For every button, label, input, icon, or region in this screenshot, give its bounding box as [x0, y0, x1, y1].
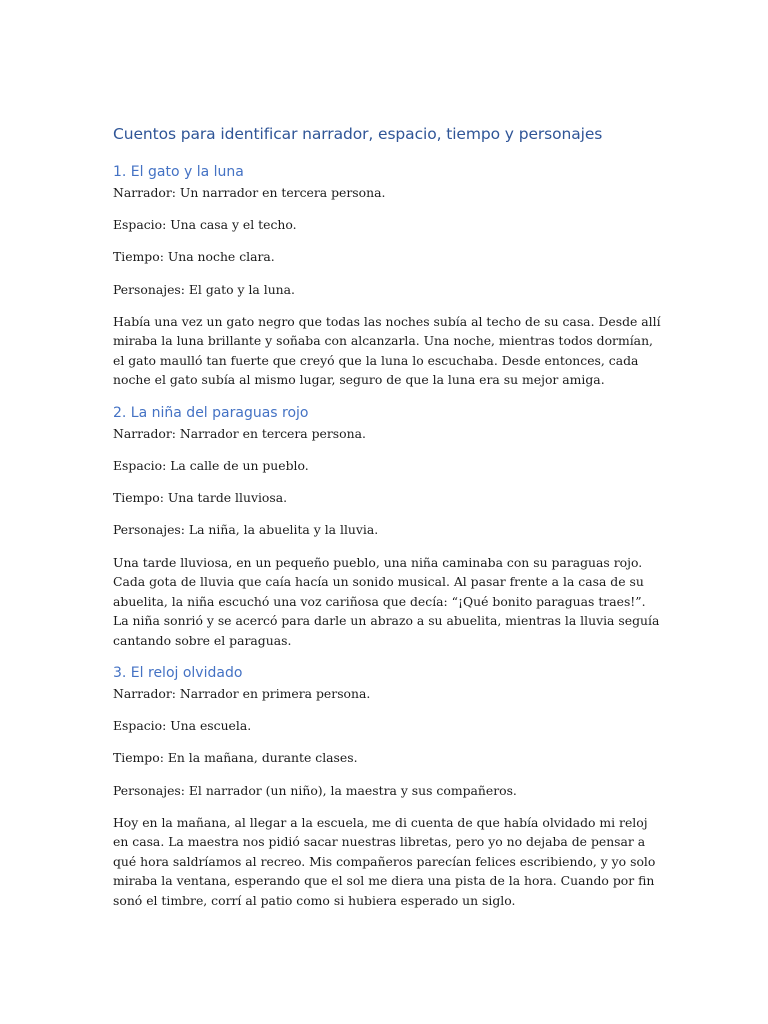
document-page [113, 123, 661, 924]
characters-field: Personajes: La niña, la abuelita y la lluvia. [113, 522, 379, 538]
narrator-field: Narrador: Narrador en primera persona. [113, 686, 371, 701]
story-3 [113, 664, 661, 910]
time-field: Tiempo: En la mañana, durante clases. [113, 750, 358, 766]
story-text: Hoy en la mañana, al llegar a la escuela, me di cuenta de que había olvidado mi reloj en casa. La maestra nos pidió sacar nuestras libretas, pero yo no dejaba de pensar a qué hora saldríamos al recreo. Mis compañeros parecían felices escribiendo, y yo solo miraba la ventana, esperando que el sol me diera una pista de la hora. Cuando por fin sonó el timbre, corrí al patio como si hubiera esperado un siglo. [113, 814, 656, 908]
time-field: Tiempo: Una tarde lluviosa. [113, 490, 288, 506]
story-heading: 2. La niña del paraguas rojo [113, 404, 309, 421]
story-1 [113, 163, 661, 390]
story-text: Había una vez un gato negro que todas las noches subía al techo de su casa. Desde allí miraba la luna brillante y soñaba con alcanzarla. Una noche, mientras todos dormían, el gato maulló tan fuerte que creyó que la luna lo escuchaba. Desde entonces, cada noche el gato subía al mismo lugar, seguro de que la luna era su mejor amiga. [113, 313, 661, 388]
narrator-field: Narrador: Narrador en tercera persona. [113, 425, 366, 441]
story-2 [113, 404, 661, 650]
space-field: Espacio: Una escuela. [113, 718, 252, 734]
narrator-field: Narrador: Un narrador en tercera persona. [113, 185, 386, 200]
characters-field: Personajes: El gato y la luna. [113, 281, 295, 297]
space-field: Espacio: Una casa y el techo. [113, 217, 297, 233]
story-text: Una tarde lluviosa, en un pequeño pueblo, una niña caminaba con su paraguas rojo. Cada gota de lluvia que caía hacía un sonido musical. Al pasar frente a la casa de su abuelita, la niña escuchó una voz cariñosa que decía: “¡Qué bonito paraguas traes!”. La niña sonrió y se acercó para darle un abrazo a su abuelita, mientras la lluvia seguía cantando sobre el paraguas. [113, 554, 660, 648]
space-field: Espacio: La calle de un pueblo. [113, 457, 309, 473]
document-title: Cuentos para identificar narrador, espacio, tiempo y personajes [113, 125, 603, 143]
story-heading: 1. El gato y la luna [113, 164, 244, 180]
characters-field: Personajes: El narrador (un niño), la maestra y sus compañeros. [113, 782, 517, 798]
time-field: Tiempo: Una noche clara. [113, 249, 275, 265]
story-heading: 3. El reloj olvidado [113, 665, 243, 681]
